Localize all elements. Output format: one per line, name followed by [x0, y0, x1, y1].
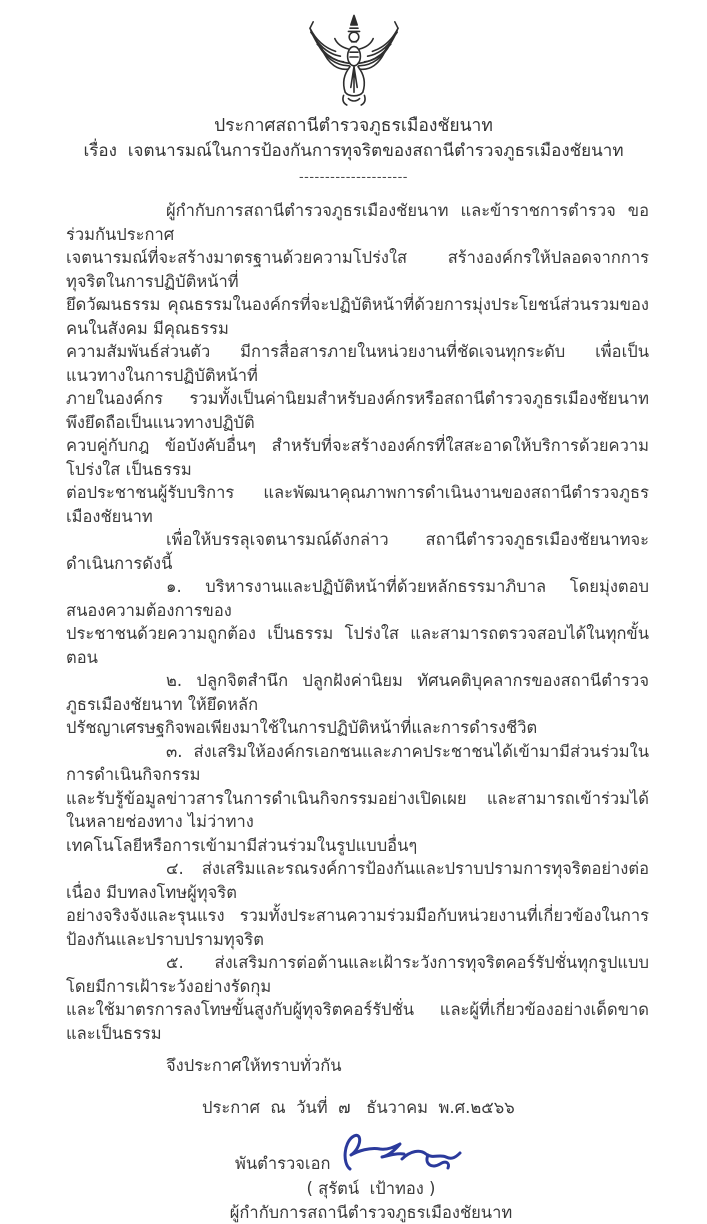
signer-name: ( สุรัตน์ เป้าทอง )	[221, 1177, 521, 1201]
rank-and-signature-row	[221, 1123, 521, 1175]
list-item-3: ๓. ส่งเสริมให้องค์กรเอกชนและภาคประชาชนได้เข้ามามีส่วนร่วมในการดำเนินกิจกรรม และรับรู้ข้อมูลข่าวสารในการดำเนินกิจกรรมอย่างเปิดเผย และสามารถเข้าร่วมได้ในหลายช่องทาง ไม่ว่าทาง เทคโนโลยีหรือการเข้ามามีส่วนร่วมในรูปแบบอื่นๆ	[66, 740, 649, 858]
signer-position: ผู้กำกับการสถานีตำรวจภูธรเมืองชัยนาท	[221, 1201, 521, 1224]
document-title: ประกาศสถานีตำรวจภูธรเมืองชัยนาท	[0, 114, 707, 139]
list-item-4: ๔. ส่งเสริมและรณรงค์การป้องกันและปราบปรามการทุจริตอย่างต่อเนื่อง มีบทลงโทษผู้ทุจริต อย่างจริงจังและรุนแรง รวมทั้งประสานความร่วมมือกับหน่วยงานที่เกี่ยวข้องในการป้องกันและปราบปรามทุจริต	[66, 857, 649, 951]
garuda-emblem-icon	[302, 95, 406, 114]
list-item-2: ๒. ปลูกจิตสำนึก ปลูกฝังค่านิยม ทัศนคติบุคลากรของสถานีตำรวจภูธรเมืองชัยนาท ให้ยึดหลัก ปรัชญาเศรษฐกิจพอเพียงมาใช้ในการปฏิบัติหน้าที่และการดำรงชีวิต	[66, 669, 649, 740]
issued-date-line: ประกาศ ณ วันที่ ๗ ธันวาคม พ.ศ.๒๕๖๖	[202, 1096, 649, 1120]
signature-block	[221, 1123, 521, 1224]
emblem-container	[0, 0, 707, 114]
list-item-1: ๑. บริหารงานและปฏิบัติหน้าที่ด้วยหลักธรรมาภิบาล โดยมุ่งตอบสนองความต้องการของ ประชาชนด้วยความถูกต้อง เป็นธรรม โปร่งใส และสามารถตรวจสอบได้ในทุกขั้นตอน	[66, 575, 649, 669]
lead-in-paragraph: เพื่อให้บรรลุเจตนารมณ์ดังกล่าว สถานีตำรวจภูธรเมืองชัยนาทจะดำเนินการดังนี้	[66, 528, 649, 575]
document-subject: เรื่อง เจตนารมณ์ในการป้องกันการทุจริตของสถานีตำรวจภูธรเมืองชัยนาท	[0, 139, 707, 164]
intent-paragraph: ผู้กำกับการสถานีตำรวจภูธรเมืองชัยนาท และข้าราชการตำรวจ ขอร่วมกันประกาศ เจตนารมณ์ที่จะสร้างมาตรฐานด้วยความโปร่งใส สร้างองค์กรให้ปลอดจากการทุจริตในการปฏิบัติหน้าที่ ยึดวัฒนธรรม คุณธรรมในองค์กรที่จะปฏิบัติหน้าที่ด้วยการมุ่งประโยชน์ส่วนรวมของคนในสังคม มีคุณธรรม ความสัมพันธ์ส่วนตัว มีการสื่อสารภายในหน่วยงานที่ชัดเจนทุกระดับ เพื่อเป็นแนวทางในการปฏิบัติหน้าที่ ภายในองค์กร รวมทั้งเป็นค่านิยมสำหรับองค์กรหรือสถานีตำรวจภูธรเมืองชัยนาท พึงยึดถือเป็นแนวทางปฏิบัติ ควบคู่กับกฎ ข้อบังคับอื่นๆ สำหรับที่จะสร้างองค์กรที่ใสสะอาดให้บริการด้วยความโปร่งใส เป็นธรรม ต่อประชาชนผู้รับบริการ และพัฒนาคุณภาพการดำเนินงานของสถานีตำรวจภูธรเมืองชัยนาท	[66, 199, 649, 528]
section-divider: ---------------------	[0, 168, 707, 188]
list-item-5: ๕. ส่งเสริมการต่อต้านและเฝ้าระวังการทุจริตคอร์รัปชั่นทุกรูปแบบ โดยมีการเฝ้าระวังอย่างรัดกุม และใช้มาตรการลงโทษขั้นสูงกับผู้ทุจริตคอร์รัปชั่น และผู้ที่เกี่ยวข้องอย่างเด็ดขาดและเป็นธรรม	[66, 951, 649, 1045]
signer-rank: พันตำรวจเอก	[235, 1152, 330, 1176]
closing-statement: จึงประกาศให้ทราบทั่วกัน	[66, 1054, 649, 1078]
handwritten-signature	[336, 1129, 464, 1182]
document-body	[0, 199, 707, 1224]
